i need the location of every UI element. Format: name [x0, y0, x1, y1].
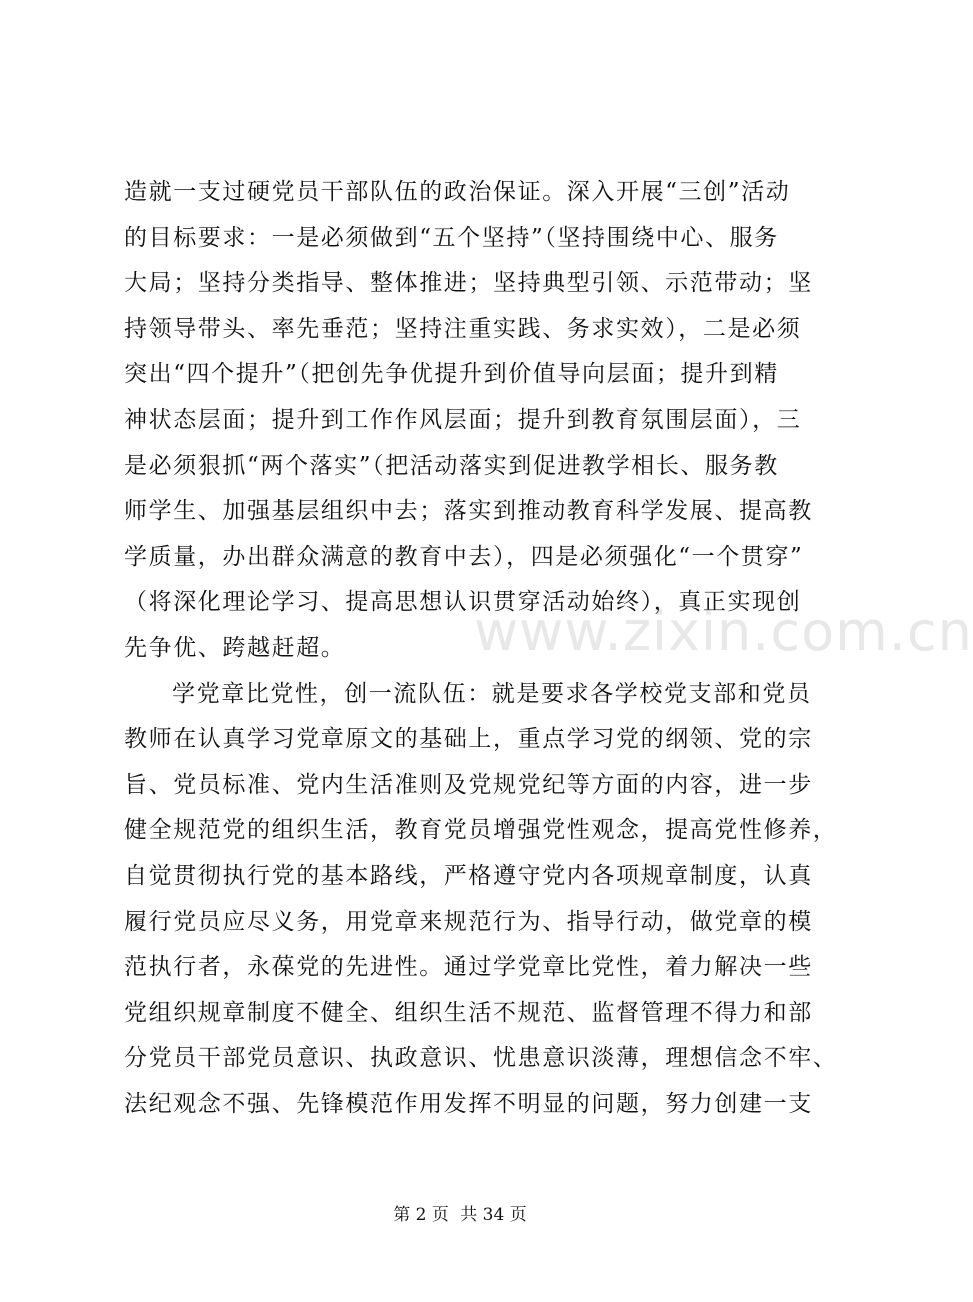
text-line: 先争优、跨越赶超。: [124, 634, 346, 661]
watermark: www.zixin.com.cn: [474, 600, 973, 663]
text-line: 党组织规章制度不健全、组织生活不规范、监督管理不得力和部: [124, 999, 813, 1026]
text-line: 是必须狠抓“两个落实”（把活动落实到促进教学相长、服务教: [124, 452, 779, 479]
text-line: 教师在认真学习党章原文的基础上，重点学习党的纲领、党的宗: [124, 726, 813, 753]
text-line: 自觉贯彻执行党的基本路线，严格遵守党内各项规章制度，认真: [124, 862, 813, 889]
text-line: 履行党员应尽义务，用党章来规范行为、指导行动，做党章的模: [124, 908, 813, 935]
paragraph-start-line: 学党章比党性，创一流队伍：就是要求各学校党支部和党员: [172, 680, 812, 707]
text-line: 旨、党员标准、党内生活准则及党规党纪等方面的内容，进一步: [124, 771, 813, 798]
text-line: 师学生、加强基层组织中去；落实到推动教育科学发展、提高教: [124, 498, 813, 525]
text-line: 持领导带头、率先垂范；坚持注重实践、务求实效），二是必须: [124, 315, 802, 342]
text-line: 学质量，办出群众满意的教育中去），四是必须强化“一个贯穿”: [124, 543, 804, 570]
text-line: 突出“四个提升”（把创先争优提升到价值导向层面；提升到精: [124, 361, 779, 388]
text-line: 分党员干部党员意识、执政意识、忧患意识淡薄，理想信念不牢、: [124, 1045, 838, 1072]
text-line: 的目标要求：一是必须做到“五个坚持”（坚持围绕中心、服务: [124, 224, 779, 251]
page-total: 共 34 页: [460, 1205, 527, 1225]
text-line: 造就一支过硬党员干部队伍的政治保证。深入开展“三创”活动: [124, 179, 791, 205]
text-line: 大局；坚持分类指导、整体推进；坚持典型引领、示范带动；坚: [124, 270, 813, 297]
text-line: 法纪观念不强、先锋模范作用发挥不明显的问题，努力创建一支: [124, 1090, 813, 1117]
page-footer: [0, 1200, 920, 1225]
page-number: 第 2 页: [393, 1205, 449, 1225]
text-line: 健全规范党的组织生活，教育党员增强党性观念，提高党性修养，: [124, 817, 838, 844]
text-line: 神状态层面；提升到工作作风层面；提升到教育氛围层面），三: [124, 406, 802, 433]
text-line: （将深化理论学习、提高思想认识贯穿活动始终），真正实现创: [124, 589, 802, 616]
text-line: 范执行者，永葆党的先进性。通过学党章比党性，着力解决一些: [124, 954, 813, 981]
